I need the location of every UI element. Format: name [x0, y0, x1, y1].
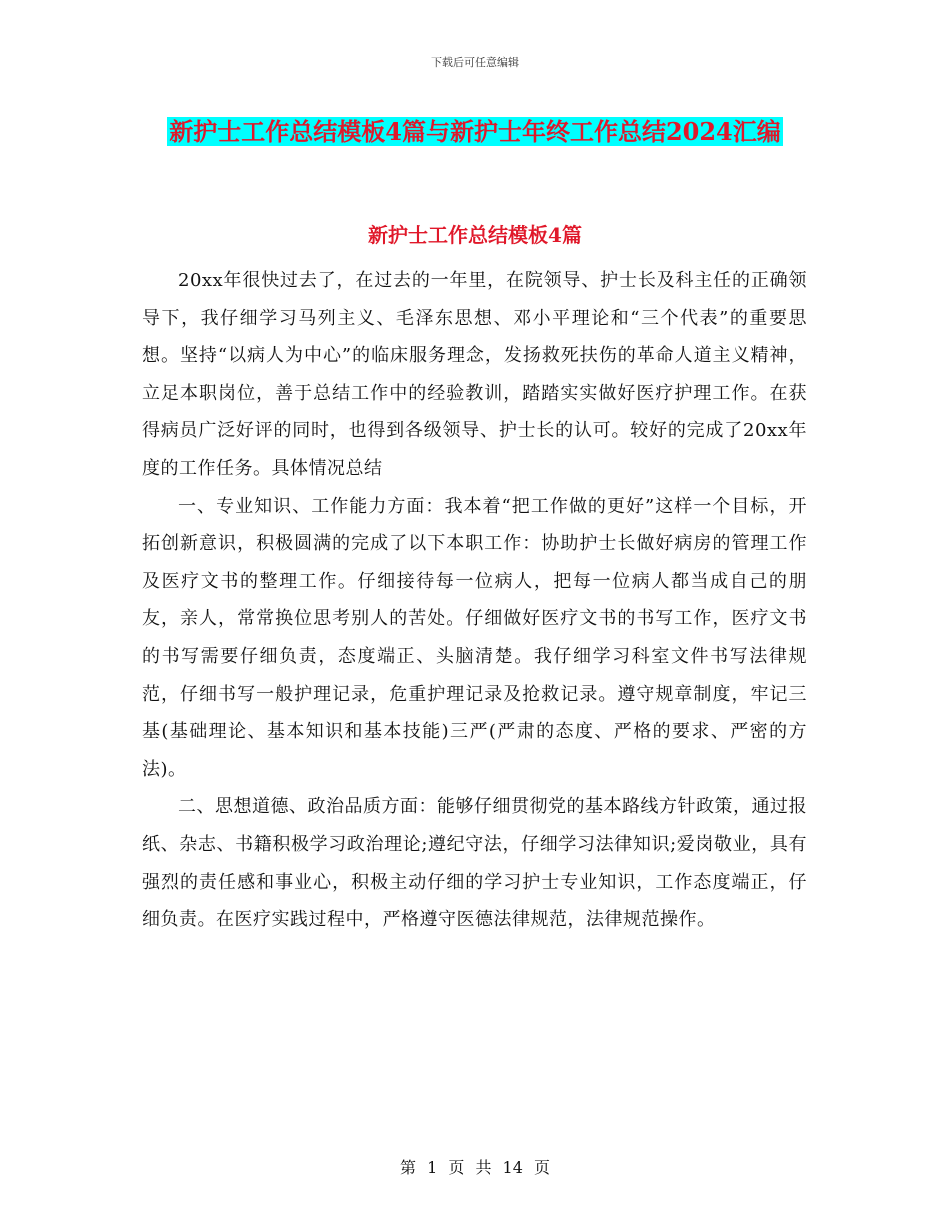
paragraph-3: 二、思想道德、政治品质方面：能够仔细贯彻党的基本路线方针政策，通过报纸、杂志、书籍积极学习政治理论;遵纪守法，仔细学习法律知识;爱岗敬业，具有强烈的责任感和事业心，积极主动仔细的学习护士专业知识，工作态度端正，仔细负责。在医疗实践过程中，严格遵守医德法律规范，法律规范操作。 [142, 796, 807, 931]
paragraph-2: 一、专业知识、工作能力方面：我本着“把工作做的更好”这样一个目标，开拓创新意识，积极圆满的完成了以下本职工作：协助护士长做好病房的管理工作及医疗文书的整理工作。仔细接待每一位病人，把每一位病人都当成自己的朋友，亲人，常常换位思考别人的苦处。仔细做好医疗文书的书写工作，医疗文书的书写需要仔细负责，态度端正、头脑清楚。我仔细学习科室文件书写法律规范，仔细书写一般护理记录，危重护理记录及抢救记录。遵守规章制度，牢记三基(基础理论、基本知识和基本技能)三严(严肃的态度、严格的要求、严密的方法)。 [142, 495, 807, 780]
paragraph-1: 20xx年很快过去了，在过去的一年里，在院领导、护士长及科主任的正确领导下，我仔细学习马列主义、毛泽东思想、邓小平理论和“三个代表”的重要思想。坚持“以病人为中心”的临床服务理念，发扬救死扶伤的革命人道主义精神，立足本职岗位，善于总结工作中的经验教训，踏踏实实做好医疗护理工作。在获得病员广泛好评的同时，也得到各级领导、护士长的认可。较好的完成了20xx年度的工作任务。具体情况总结 [142, 270, 807, 479]
page-number: 第 1 页 共 14 页 [400, 1158, 550, 1177]
document-body [142, 262, 807, 939]
document-title-highlight: 新护士工作总结模板4篇与新护士年终工作总结2024汇编 [169, 117, 781, 146]
header-note: 下载后可任意编辑 [431, 56, 519, 69]
section-title: 新护士工作总结模板4篇 [368, 223, 582, 247]
document-title [150, 110, 800, 154]
